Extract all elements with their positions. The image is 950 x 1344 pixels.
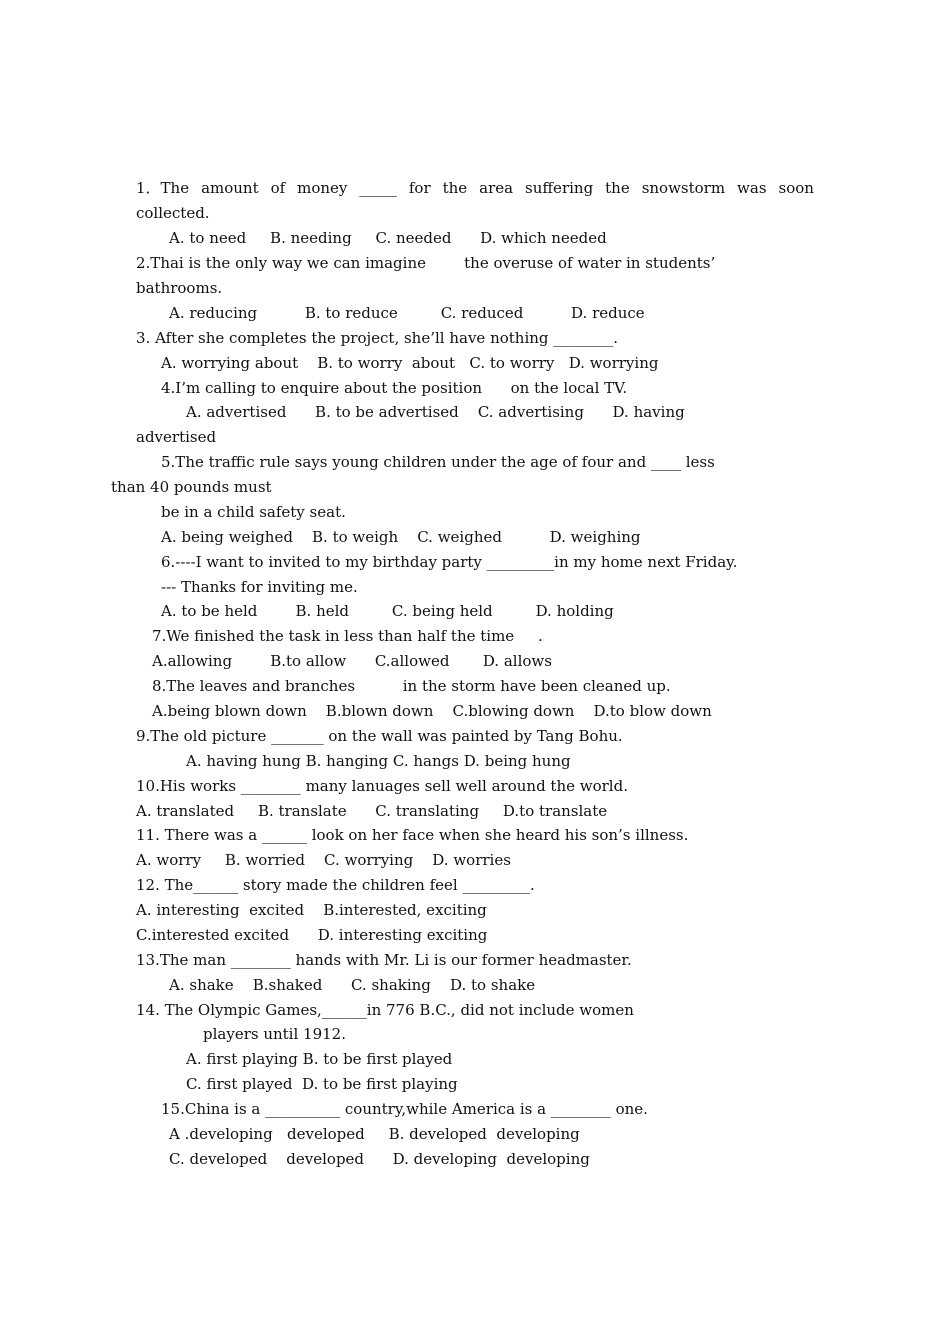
question-12-line-1: 12. The______ story made the children feel _________. <box>136 876 535 894</box>
q1-w11: snowstorm <box>641 179 726 197</box>
question-2-options: A. reducing B. to reduce C. reduced D. reduce <box>169 304 645 322</box>
question-6-line-2: --- Thanks for inviting me. <box>161 578 358 596</box>
question-14-line-1: 14. The Olympic Games,______in 776 B.C., did not include women <box>136 1001 634 1019</box>
q1-w2: amount <box>201 179 259 197</box>
question-6-options: A. to be held B. held C. being held D. holding <box>161 602 614 620</box>
q1-w6: for <box>408 179 431 197</box>
question-9-options: A. having hung B. hanging C. hangs D. being hung <box>186 752 571 770</box>
question-15-options-2: C. developed developed D. developing developing <box>169 1150 590 1168</box>
question-13-options: A. shake B.shaked C. shaking D. to shake <box>169 976 536 994</box>
q1-w4: money <box>297 179 348 197</box>
question-6-line-1: 6.----I want to invited to my birthday party _________in my home next Friday. <box>161 553 738 571</box>
question-12-options-2: C.interested excited D. interesting exciting <box>136 926 488 944</box>
question-4-line-1: 4.I’m calling to enquire about the position on the local TV. <box>161 379 628 397</box>
question-2-line-2: bathrooms. <box>136 279 223 297</box>
question-3-options: A. worrying about B. to worry about C. to worry D. worrying <box>161 354 659 372</box>
q1-w5: _____ <box>359 179 397 197</box>
question-1-options: A. to need B. needing C. needed D. which needed <box>169 229 607 247</box>
q1-w9: suffering <box>525 179 594 197</box>
question-10-options: A. translated B. translate C. translating D.to translate <box>136 802 608 820</box>
question-14-options-1: A. first playing B. to be first played <box>186 1050 453 1068</box>
question-13-line-1: 13.The man ________ hands with Mr. Li is our former headmaster. <box>136 951 632 969</box>
question-1-line-2: collected. <box>136 204 210 222</box>
question-5-options: A. being weighed B. to weigh C. weighed D. weighing <box>161 528 641 546</box>
q1-w7: the <box>442 179 468 197</box>
question-5-line-3: be in a child safety seat. <box>161 503 346 521</box>
question-8-line-1: 8.The leaves and branches in the storm have been cleaned up. <box>152 677 671 695</box>
question-4-options: A. advertised B. to be advertised C. advertising D. having <box>186 403 685 421</box>
q1-w8: area <box>479 179 514 197</box>
question-1-line-1 <box>136 178 814 198</box>
q1-w12: was <box>737 179 767 197</box>
question-14-options-2: C. first played D. to be first playing <box>186 1075 458 1093</box>
question-15-options-1: A .developing developed B. developed developing <box>169 1125 580 1143</box>
q1-w13: soon <box>778 179 814 197</box>
question-8-options: A.being blown down B.blown down C.blowing down D.to blow down <box>152 702 712 720</box>
question-15-line-1: 15.China is a __________ country,while America is a ________ one. <box>161 1100 648 1118</box>
question-11-line-1: 11. There was a ______ look on her face when she heard his son’s illness. <box>136 826 689 844</box>
question-2-line-1: 2.Thai is the only way we can imagine the overuse of water in students’ <box>136 254 716 272</box>
question-5-line-1: 5.The traffic rule says young children under the age of four and ____ less <box>161 453 715 471</box>
q1-w10: the <box>605 179 630 197</box>
question-14-line-2: players until 1912. <box>203 1025 346 1043</box>
question-10-line-1: 10.His works ________ many lanuages sell well around the world. <box>136 777 628 795</box>
q1-w3: of <box>270 179 286 197</box>
question-7-options: A.allowing B.to allow C.allowed D. allows <box>152 652 552 670</box>
question-9-line-1: 9.The old picture _______ on the wall was painted by Tang Bohu. <box>136 727 623 745</box>
question-12-options-1: A. interesting excited B.interested, exciting <box>136 901 487 919</box>
question-11-options: A. worry B. worried C. worrying D. worries <box>136 851 511 869</box>
q1-w1: 1．The <box>136 179 190 197</box>
question-7-line-1: 7.We finished the task in less than half the time . <box>152 627 543 645</box>
question-3-line-1: 3. After she completes the project, she’ll have nothing ________. <box>136 329 619 347</box>
question-5-line-2: than 40 pounds must <box>111 478 272 496</box>
question-4-line-3: advertised <box>136 428 217 446</box>
